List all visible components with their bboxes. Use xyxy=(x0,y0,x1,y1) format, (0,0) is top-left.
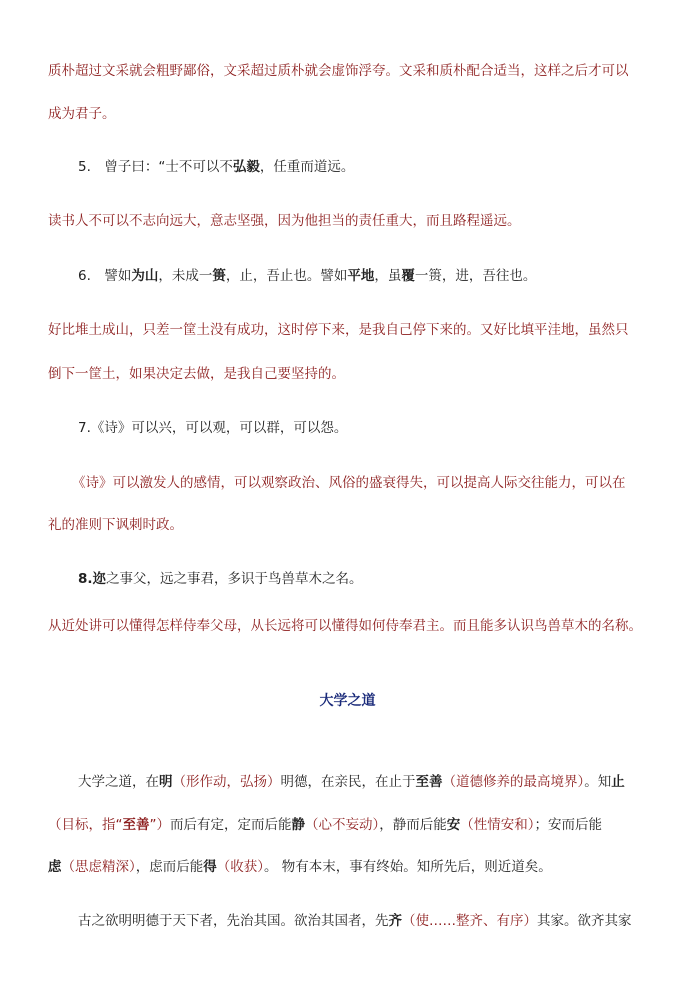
section-title: 大学之道 xyxy=(319,693,376,709)
translation-line: 读书人不可以不志向远大，意志坚强，因为他担当的责任重大，而且路程遥远。 xyxy=(48,213,521,229)
classic-verse-8: 8.迩之事父，远之事君，多识于鸟兽草木之名。 xyxy=(78,571,363,587)
classic-verse-7: 7.《诗》可以兴，可以观，可以群，可以怨。 xyxy=(78,420,348,436)
daxue-paragraph-line: 大学之道，在明（形作动，弘扬）明德，在亲民，在止于至善（道德修养的最高境界）。知止 xyxy=(78,774,625,790)
translation-line: 好比堆土成山，只差一筐土没有成功，这时停下来，是我自己停下来的。又好比填平洼地，虽然只 xyxy=(48,322,629,338)
translation-line: 《诗》可以激发人的感情，可以观察政治、风俗的盛衰得失，可以提高人际交往能力，可以在 xyxy=(72,475,626,491)
translation-line: 倒下一筐土，如果决定去做，是我自己要坚持的。 xyxy=(48,366,345,382)
translation-line: 成为君子。 xyxy=(48,106,116,122)
daxue-paragraph-line: 虑（思虑精深），虑而后能得（收获）。 物有本末，事有终始。知所先后，则近道矣。 xyxy=(48,859,552,875)
translation-line: 从近处讲可以懂得怎样侍奉父母，从长远将可以懂得如何侍奉君主。而且能多认识鸟兽草木的名称。 xyxy=(48,618,642,634)
translation-line: 质朴超过文采就会粗野鄙俗，文采超过质朴就会虚饰浮夸。文采和质朴配合适当，这样之后才可以 xyxy=(48,63,629,79)
daxue-paragraph-line: （目标，指“至善”）而后有定，定而后能静（心不妄动），静而后能安（性情安和）；安而后能 xyxy=(48,817,602,833)
classic-verse-5: 5. 曾子曰：“士不可以不弘毅，任重而道远。 xyxy=(78,159,355,175)
classic-verse-6: 6. 譬如为山，未成一篑，止，吾止也。譬如平地，虽覆一篑，进，吾往也。 xyxy=(78,268,537,284)
daxue-paragraph-line: 古之欲明明德于天下者，先治其国。欲治其国者，先齐（使……整齐、有序）其家。欲齐其家 xyxy=(78,913,632,929)
translation-line: 礼的准则下讽刺时政。 xyxy=(48,517,183,533)
